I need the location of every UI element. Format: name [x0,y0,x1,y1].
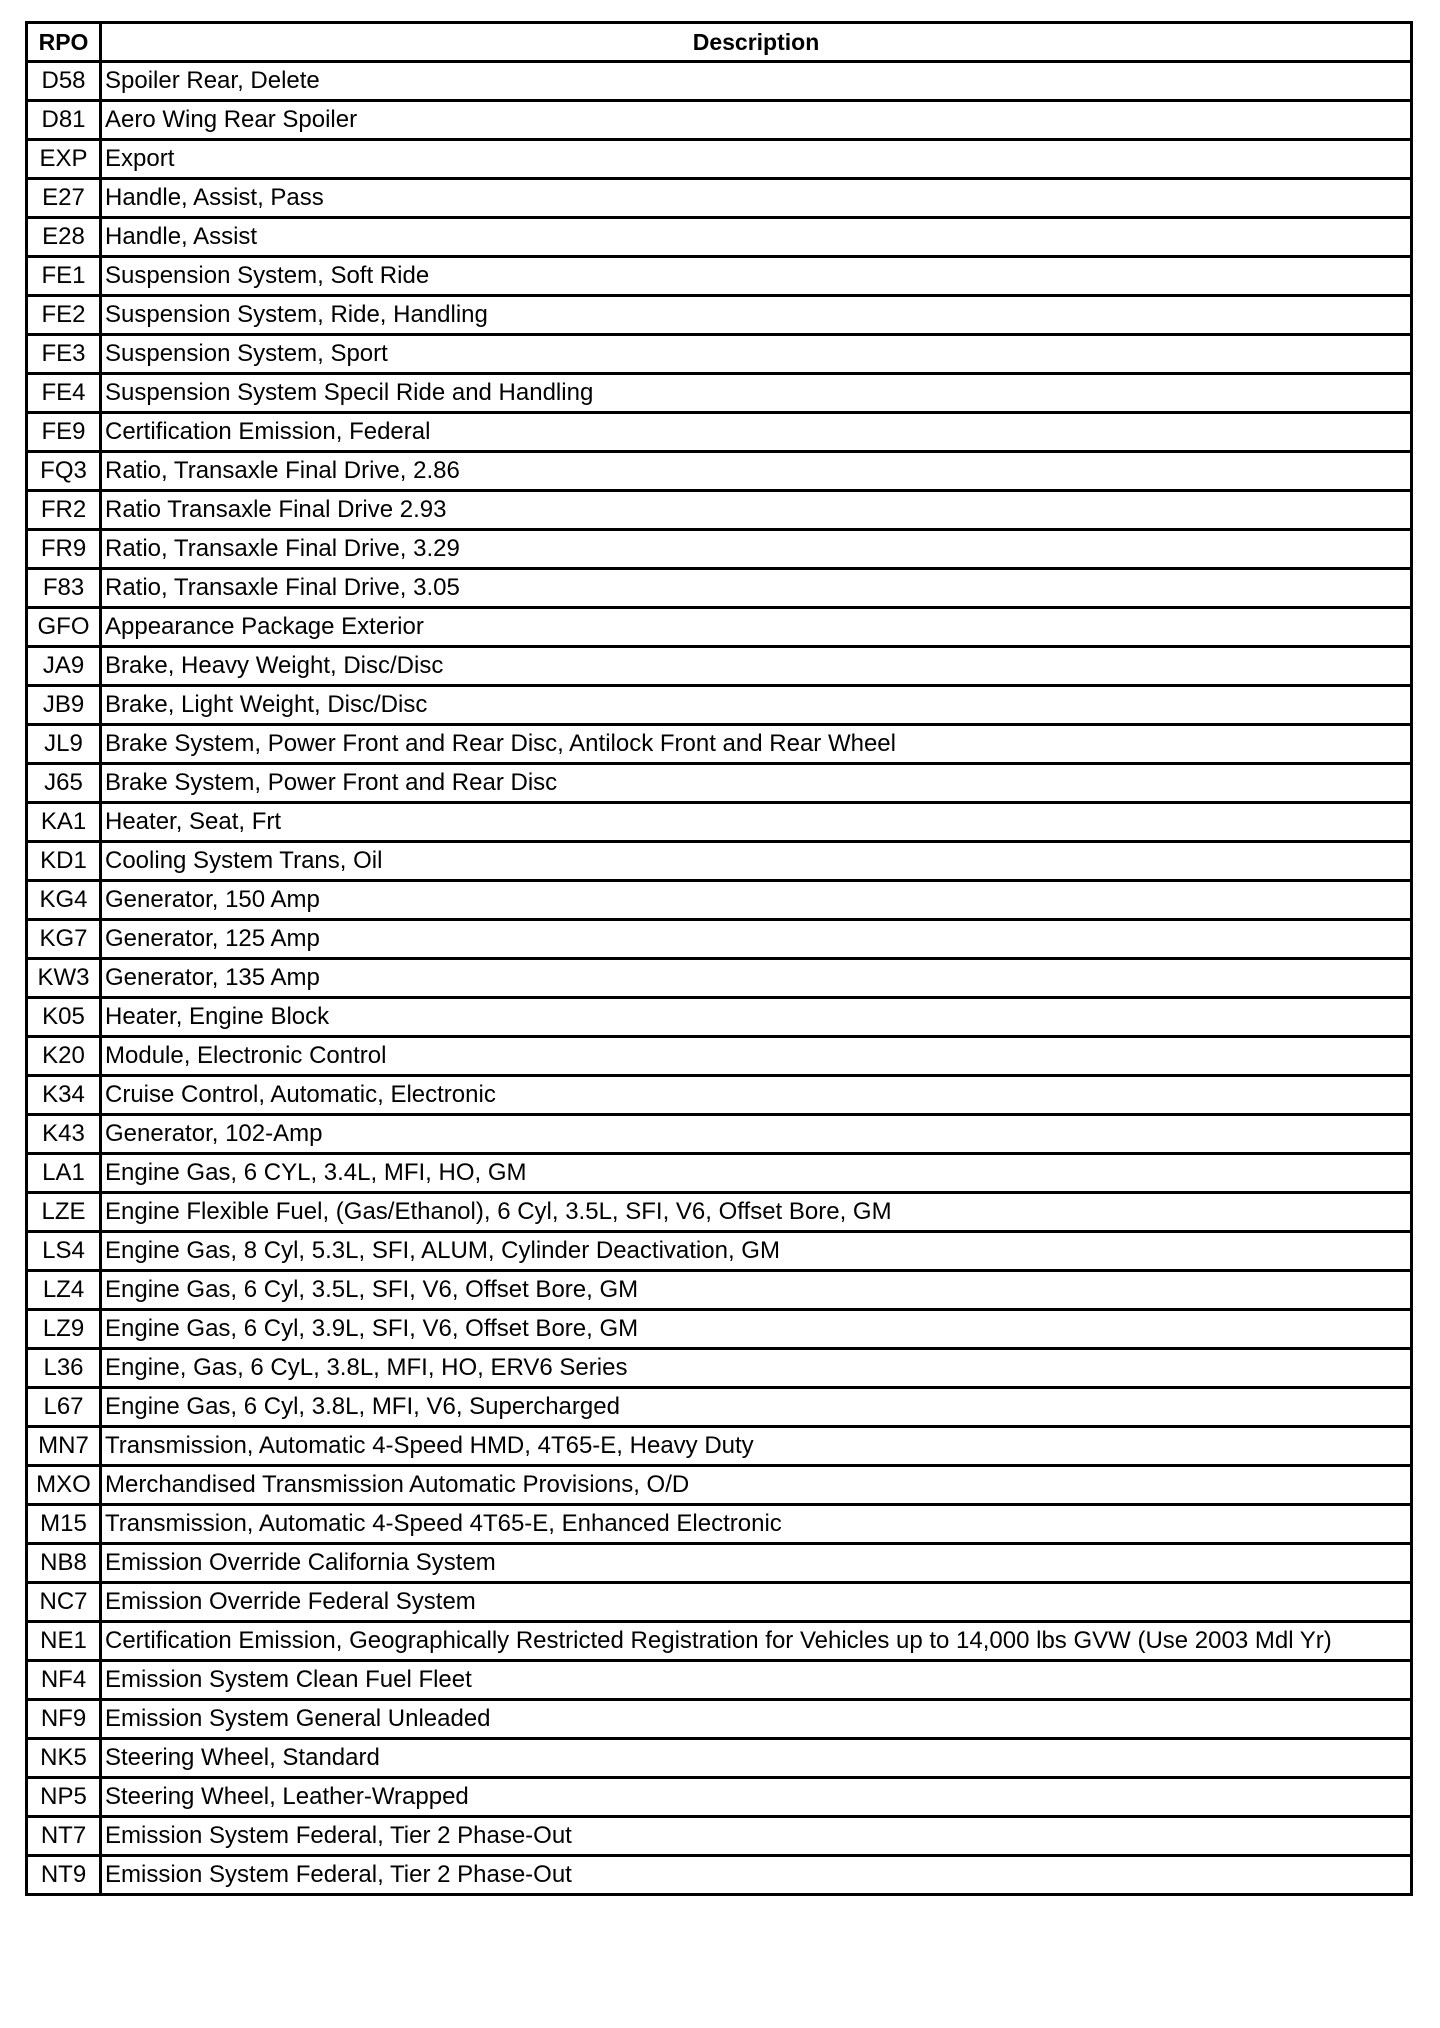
table-row [27,803,1412,842]
table-row [27,1193,1412,1232]
rpo-code-cell: FE1 [27,257,101,296]
description-cell: Cooling System Trans, Oil [101,842,1412,881]
table-row [27,1700,1412,1739]
description-cell: Handle, Assist [101,218,1412,257]
description-cell: Cruise Control, Automatic, Electronic [101,1076,1412,1115]
table-row [27,101,1412,140]
rpo-code-cell: KA1 [27,803,101,842]
rpo-code-cell: F83 [27,569,101,608]
table-row [27,1856,1412,1895]
description-cell: Suspension System, Ride, Handling [101,296,1412,335]
rpo-code-cell: FE9 [27,413,101,452]
description-cell: Ratio, Transaxle Final Drive, 2.86 [101,452,1412,491]
table-row [27,1349,1412,1388]
rpo-code-cell: NE1 [27,1622,101,1661]
table-row [27,1115,1412,1154]
description-column-header: Description [101,23,1412,62]
rpo-code-cell: KG4 [27,881,101,920]
description-cell: Ratio, Transaxle Final Drive, 3.29 [101,530,1412,569]
rpo-code-cell: K20 [27,1037,101,1076]
description-cell: Aero Wing Rear Spoiler [101,101,1412,140]
description-cell: Certification Emission, Federal [101,413,1412,452]
table-row [27,1154,1412,1193]
rpo-code-cell: LZ4 [27,1271,101,1310]
table-row [27,647,1412,686]
table-row [27,686,1412,725]
description-cell: Engine Gas, 6 CYL, 3.4L, MFI, HO, GM [101,1154,1412,1193]
rpo-code-cell: NT7 [27,1817,101,1856]
description-cell: Suspension System, Sport [101,335,1412,374]
table-row [27,413,1412,452]
table-row [27,725,1412,764]
rpo-code-cell: LA1 [27,1154,101,1193]
rpo-code-cell: KD1 [27,842,101,881]
description-cell: Emission System Federal, Tier 2 Phase-Out [101,1856,1412,1895]
description-cell: Engine Gas, 8 Cyl, 5.3L, SFI, ALUM, Cylinder Deactivation, GM [101,1232,1412,1271]
rpo-code-cell: K34 [27,1076,101,1115]
rpo-code-cell: NP5 [27,1778,101,1817]
description-cell: Generator, 102-Amp [101,1115,1412,1154]
table-row [27,1583,1412,1622]
rpo-code-cell: D81 [27,101,101,140]
table-row [27,1661,1412,1700]
rpo-code-cell: MXO [27,1466,101,1505]
rpo-code-cell: JB9 [27,686,101,725]
table-row [27,452,1412,491]
rpo-code-cell: FQ3 [27,452,101,491]
description-cell: Engine Gas, 6 Cyl, 3.5L, SFI, V6, Offset Bore, GM [101,1271,1412,1310]
description-cell: Emission System General Unleaded [101,1700,1412,1739]
rpo-code-cell: L36 [27,1349,101,1388]
rpo-code-cell: L67 [27,1388,101,1427]
table-row [27,335,1412,374]
table-row [27,1076,1412,1115]
description-cell: Emission Override California System [101,1544,1412,1583]
table-row [27,296,1412,335]
description-cell: Transmission, Automatic 4-Speed HMD, 4T65-E, Heavy Duty [101,1427,1412,1466]
table-row [27,1466,1412,1505]
description-cell: Appearance Package Exterior [101,608,1412,647]
table-row [27,569,1412,608]
rpo-code-cell: MN7 [27,1427,101,1466]
description-cell: Engine Gas, 6 Cyl, 3.8L, MFI, V6, Supercharged [101,1388,1412,1427]
description-cell: Steering Wheel, Standard [101,1739,1412,1778]
rpo-code-cell: JL9 [27,725,101,764]
table-row [27,1388,1412,1427]
rpo-code-cell: E27 [27,179,101,218]
rpo-code-cell: LZ9 [27,1310,101,1349]
table-row [27,257,1412,296]
table-row [27,1544,1412,1583]
rpo-code-cell: K05 [27,998,101,1037]
table-row [27,1739,1412,1778]
description-cell: Generator, 135 Amp [101,959,1412,998]
rpo-code-cell: M15 [27,1505,101,1544]
description-cell: Generator, 125 Amp [101,920,1412,959]
description-cell: Ratio Transaxle Final Drive 2.93 [101,491,1412,530]
description-cell: Export [101,140,1412,179]
rpo-code-cell: NC7 [27,1583,101,1622]
rpo-code-cell: EXP [27,140,101,179]
rpo-code-cell: KG7 [27,920,101,959]
description-cell: Suspension System, Soft Ride [101,257,1412,296]
rpo-code-cell: FE4 [27,374,101,413]
rpo-code-cell: NF9 [27,1700,101,1739]
rpo-code-cell: K43 [27,1115,101,1154]
table-row [27,491,1412,530]
description-cell: Transmission, Automatic 4-Speed 4T65-E, Enhanced Electronic [101,1505,1412,1544]
table-row [27,62,1412,101]
description-cell: Ratio, Transaxle Final Drive, 3.05 [101,569,1412,608]
rpo-code-cell: JA9 [27,647,101,686]
table-row [27,881,1412,920]
rpo-code-cell: LS4 [27,1232,101,1271]
rpo-code-cell: NB8 [27,1544,101,1583]
table-row [27,1505,1412,1544]
rpo-code-cell: NT9 [27,1856,101,1895]
rpo-code-cell: FE2 [27,296,101,335]
table-row [27,1037,1412,1076]
description-cell: Certification Emission, Geographically Restricted Registration for Vehicles up to 14,000 lbs GVW (Use 2003 Mdl Yr) [101,1622,1412,1661]
description-cell: Steering Wheel, Leather-Wrapped [101,1778,1412,1817]
table-row [27,374,1412,413]
table-row [27,920,1412,959]
table-row [27,608,1412,647]
table-row [27,1310,1412,1349]
description-cell: Merchandised Transmission Automatic Provisions, O/D [101,1466,1412,1505]
description-cell: Engine Flexible Fuel, (Gas/Ethanol), 6 Cyl, 3.5L, SFI, V6, Offset Bore, GM [101,1193,1412,1232]
table-row [27,1622,1412,1661]
description-cell: Handle, Assist, Pass [101,179,1412,218]
description-cell: Brake, Heavy Weight, Disc/Disc [101,647,1412,686]
description-cell: Heater, Engine Block [101,998,1412,1037]
rpo-code-cell: FR9 [27,530,101,569]
rpo-code-cell: KW3 [27,959,101,998]
table-row [27,1232,1412,1271]
description-cell: Spoiler Rear, Delete [101,62,1412,101]
table-row [27,1427,1412,1466]
description-cell: Emission Override Federal System [101,1583,1412,1622]
table-row [27,998,1412,1037]
description-cell: Emission System Clean Fuel Fleet [101,1661,1412,1700]
rpo-column-header: RPO [27,23,101,62]
table-row [27,530,1412,569]
table-row [27,140,1412,179]
table-row [27,842,1412,881]
table-row [27,1271,1412,1310]
rpo-code-cell: FR2 [27,491,101,530]
description-cell: Engine, Gas, 6 CyL, 3.8L, MFI, HO, ERV6 Series [101,1349,1412,1388]
rpo-code-cell: GFO [27,608,101,647]
rpo-code-cell: D58 [27,62,101,101]
description-cell: Brake System, Power Front and Rear Disc [101,764,1412,803]
description-cell: Engine Gas, 6 Cyl, 3.9L, SFI, V6, Offset Bore, GM [101,1310,1412,1349]
description-cell: Suspension System Specil Ride and Handling [101,374,1412,413]
rpo-code-cell: J65 [27,764,101,803]
table-body [27,62,1412,1895]
rpo-code-cell: NK5 [27,1739,101,1778]
table-row [27,179,1412,218]
table-row [27,1778,1412,1817]
description-cell: Brake System, Power Front and Rear Disc, Antilock Front and Rear Wheel [101,725,1412,764]
table-row [27,959,1412,998]
rpo-code-cell: LZE [27,1193,101,1232]
description-cell: Generator, 150 Amp [101,881,1412,920]
rpo-code-cell: E28 [27,218,101,257]
header-row [27,23,1412,62]
rpo-code-cell: FE3 [27,335,101,374]
description-cell: Module, Electronic Control [101,1037,1412,1076]
table-row [27,218,1412,257]
rpo-code-cell: NF4 [27,1661,101,1700]
rpo-table [25,21,1413,1896]
description-cell: Emission System Federal, Tier 2 Phase-Out [101,1817,1412,1856]
table-row [27,1817,1412,1856]
description-cell: Brake, Light Weight, Disc/Disc [101,686,1412,725]
table-row [27,764,1412,803]
description-cell: Heater, Seat, Frt [101,803,1412,842]
